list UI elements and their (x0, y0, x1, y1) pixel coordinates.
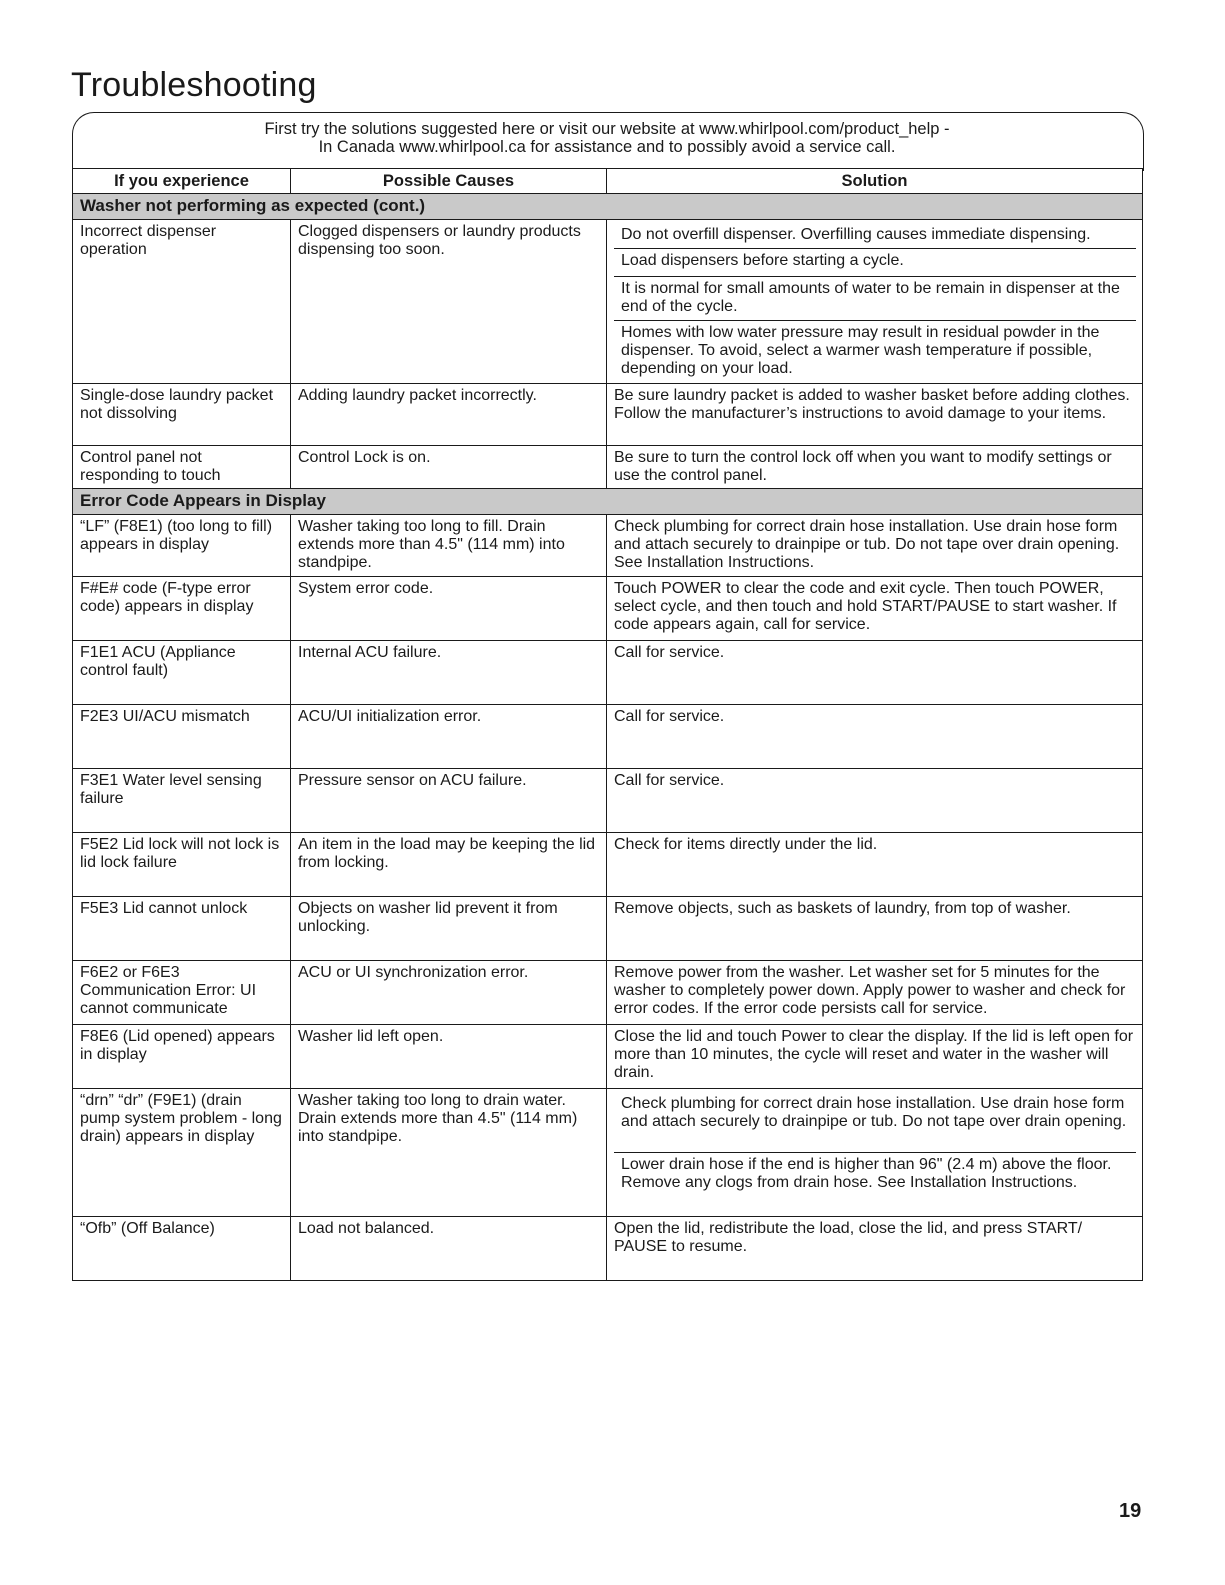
solution-cell: Open the lid, redistribute the load, close the lid, and press START/ PAUSE to resume. (607, 1217, 1143, 1281)
cause-cell: Load not balanced. (291, 1217, 607, 1281)
solution-cell: Call for service. (607, 769, 1143, 833)
section-title: Washer not performing as expected (cont.) (73, 194, 1143, 220)
table-row (73, 220, 1143, 384)
header-causes: Possible Causes (291, 169, 607, 194)
problem-cell: Incorrect dispenser operation (73, 220, 291, 384)
solution-cell: Close the lid and touch Power to clear the display. If the lid is left open for more than 10 minutes, the cycle will reset and water in the washer will drain. (607, 1025, 1143, 1089)
page-number: 19 (1119, 1500, 1142, 1522)
problem-cell: F6E2 or F6E3 Communication Error: UI cannot communicate (73, 961, 291, 1025)
cause-cell: Washer taking too long to drain water. Drain extends more than 4.5" (114 mm) into standpipe. (291, 1089, 607, 1217)
table-row (73, 961, 1143, 1025)
problem-cell: F2E3 UI/ACU mismatch (73, 705, 291, 769)
cause-cell: Pressure sensor on ACU failure. (291, 769, 607, 833)
table-header-row (73, 169, 1143, 194)
cause-cell: Washer taking too long to fill. Drain extends more than 4.5" (114 mm) into standpipe. (291, 515, 607, 577)
table-row (73, 577, 1143, 641)
cause-cell: Objects on washer lid prevent it from unlocking. (291, 897, 607, 961)
section-title: Error Code Appears in Display (73, 489, 1143, 515)
solution-cell: Touch POWER to clear the code and exit cycle. Then touch POWER, select cycle, and then touch and hold START/PAUSE to start washer. If code appears again, call for service. (607, 577, 1143, 641)
cause-cell: Clogged dispensers or laundry products dispensing too soon. (291, 220, 607, 384)
section-header (73, 194, 1143, 220)
solution-item: Lower drain hose if the end is higher than 96" (2.4 m) above the floor. Remove any clogs from drain hose. See Installation Instructions. (614, 1152, 1136, 1214)
solution-cell (607, 220, 1143, 384)
problem-cell: F#E# code (F-type error code) appears in display (73, 577, 291, 641)
table-row (73, 641, 1143, 705)
solution-cell (607, 1089, 1143, 1217)
cause-cell: ACU or UI synchronization error. (291, 961, 607, 1025)
table-row (73, 1025, 1143, 1089)
problem-cell: “drn” “dr” (F9E1) (drain pump system problem - long drain) appears in display (73, 1089, 291, 1217)
problem-cell: Single-dose laundry packet not dissolving (73, 384, 291, 446)
header-experience: If you experience (73, 169, 291, 194)
problem-cell: F8E6 (Lid opened) appears in display (73, 1025, 291, 1089)
solution-item: Check plumbing for correct drain hose installation. Use drain hose form and attach securely to drainpipe or tub. Do not tape over drain opening. (621, 1095, 1127, 1130)
cause-cell: Internal ACU failure. (291, 641, 607, 705)
table-row (73, 833, 1143, 897)
problem-cell: “Ofb” (Off Balance) (73, 1217, 291, 1281)
solution-cell: Be sure to turn the control lock off when you want to modify settings or use the control panel. (607, 446, 1143, 489)
solution-cell: Check plumbing for correct drain hose installation. Use drain hose form and attach securely to drainpipe or tub. Do not tape over drain opening. See Installation Instructions. (607, 515, 1143, 577)
solution-item: Homes with low water pressure may result in residual powder in the dispenser. To avoid, select a warmer wash temperature if possible, depending on your load. (614, 320, 1136, 381)
header-solution: Solution (607, 169, 1143, 194)
table-row (73, 769, 1143, 833)
section-header (73, 489, 1143, 515)
cause-cell: Adding laundry packet incorrectly. (291, 384, 607, 446)
solution-cell: Remove objects, such as baskets of laundry, from top of washer. (607, 897, 1143, 961)
table-row (73, 384, 1143, 446)
solution-cell: Remove power from the washer. Let washer set for 5 minutes for the washer to completely power down. Apply power to washer and check for error codes. If the error code persists call for service. (607, 961, 1143, 1025)
table-row (73, 515, 1143, 577)
table-row (73, 705, 1143, 769)
table-row (73, 1217, 1143, 1281)
problem-cell: F5E2 Lid lock will not lock is lid lock failure (73, 833, 291, 897)
intro-text (72, 120, 1142, 156)
cause-cell: Control Lock is on. (291, 446, 607, 489)
cause-cell: ACU/UI initialization error. (291, 705, 607, 769)
cause-cell: Washer lid left open. (291, 1025, 607, 1089)
solution-item: It is normal for small amounts of water to be remain in dispenser at the end of the cycle. (614, 276, 1136, 320)
table-row (73, 1089, 1143, 1217)
intro-line: In Canada www.whirlpool.ca for assistance and to possibly avoid a service call. (318, 138, 896, 156)
solution-cell: Be sure laundry packet is added to washer basket before adding clothes. Follow the manufacturer’s instructions to avoid damage to your items. (607, 384, 1143, 446)
solution-cell: Call for service. (607, 705, 1143, 769)
table-row (73, 446, 1143, 489)
cause-cell: System error code. (291, 577, 607, 641)
problem-cell: F3E1 Water level sensing failure (73, 769, 291, 833)
intro-line: First try the solutions suggested here or visit our website at www.whirlpool.com/product_help - (264, 120, 950, 138)
problem-cell: F5E3 Lid cannot unlock (73, 897, 291, 961)
solution-item: Load dispensers before starting a cycle. (614, 248, 1136, 276)
cause-cell: An item in the load may be keeping the lid from locking. (291, 833, 607, 897)
problem-cell: Control panel not responding to touch (73, 446, 291, 489)
solution-cell: Check for items directly under the lid. (607, 833, 1143, 897)
problem-cell: F1E1 ACU (Appliance control fault) (73, 641, 291, 705)
problem-cell: “LF” (F8E1) (too long to fill) appears in display (73, 515, 291, 577)
solution-item: Do not overfill dispenser. Overfilling causes immediate dispensing. (621, 226, 1091, 243)
table-row (73, 897, 1143, 961)
page-title: Troubleshooting (71, 66, 317, 104)
troubleshooting-table (72, 168, 1143, 1281)
solution-cell: Call for service. (607, 641, 1143, 705)
